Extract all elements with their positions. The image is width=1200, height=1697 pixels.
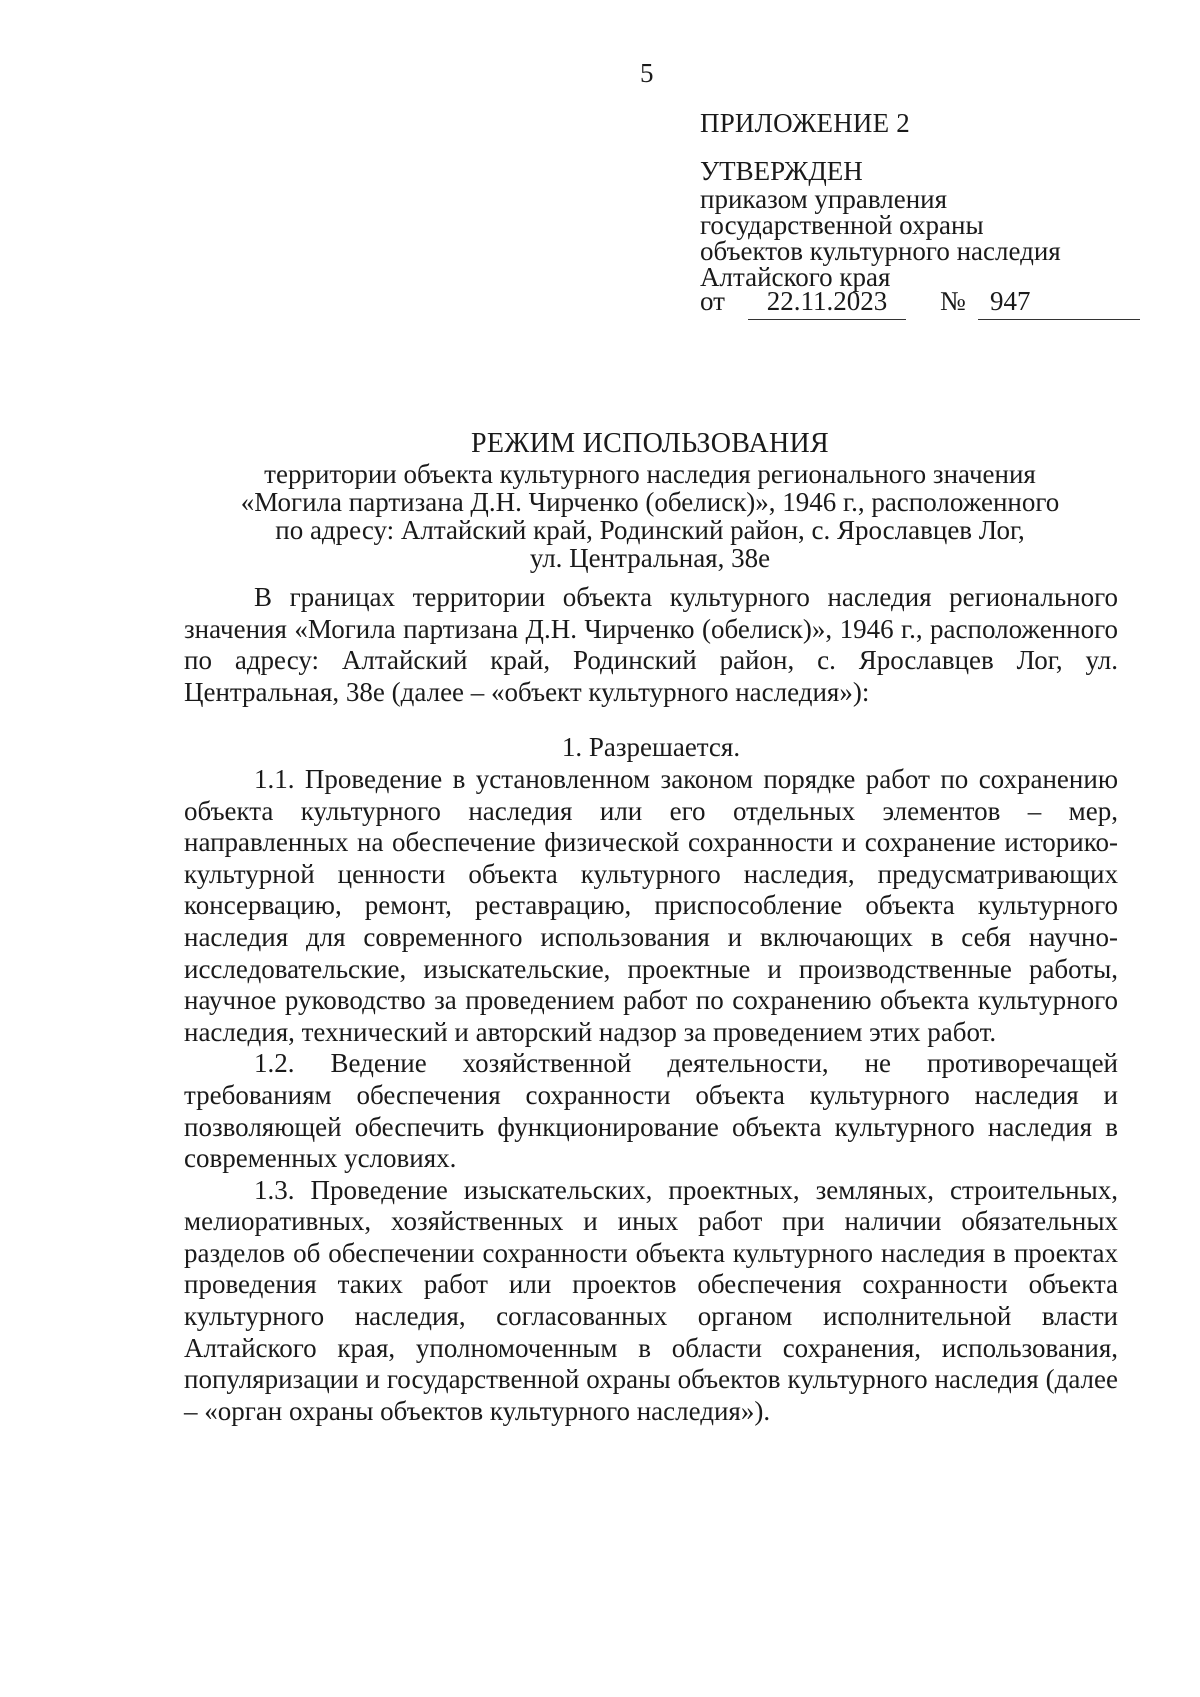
approval-line: объектов культурного наследия: [700, 236, 1061, 266]
title-line: территории объекта культурного наследия регионального значения: [264, 459, 1036, 489]
approval-title: УТВЕРЖДЕН: [700, 156, 863, 186]
section-heading: 1. Разрешается.: [561, 732, 741, 763]
appendix-label: ПРИЛОЖЕНИЕ 2: [700, 108, 910, 138]
intro-paragraph: В границах территории объекта культурного наследия регионального значения «Могила партизана Д.Н. Чирченко (обелиск)», 1946 г., расположенного по адресу: Алтайский край, Родинский район, с. Ярославцев Лог, ул. Центральная, 38е (далее – «объект культурного наследия»):: [184, 582, 1118, 707]
document-title: [180, 428, 1120, 572]
page-number: 5: [640, 58, 654, 88]
title-line: по адресу: Алтайский край, Родинский район, с. Ярославцев Лог,: [275, 515, 1025, 545]
document-body: [184, 582, 1118, 1427]
approval-line: Алтайского края: [700, 262, 891, 292]
order-number: 947: [978, 286, 1140, 320]
title-line: ул. Центральная, 38е: [529, 543, 771, 573]
section-item: 1.3. Проведение изыскательских, проектных, земляных, строительных, мелиоративных, хозяйственных и иных работ при наличии обязательных разделов об обеспечении сохранности объекта культурного наследия в проектах проведения таких работ или проектов обеспечения сохранности объекта культурного наследия, согласованных органом исполнительной власти Алтайского края, уполномоченным в области сохранения, использования, популяризации и государственной охраны объектов культурного наследия (далее – «орган охраны объектов культурного наследия»).: [184, 1174, 1118, 1426]
title-main: РЕЖИМ ИСПОЛЬЗОВАНИЯ: [470, 428, 830, 459]
title-line: «Могила партизана Д.Н. Чирченко (обелиск)», 1946 г., расположенного: [240, 487, 1060, 517]
section-item: 1.1. Проведение в установленном законом порядке работ по сохранению объекта культурного наследия или его отдельных элементов – мер, направленных на обеспечение физической сохранности и сохранение историко-культурной ценности объекта культурного наследия, предусматривающих консервацию, ремонт, реставрацию, приспособление объекта культурного наследия для современного использования и включающих в себя научно-исследовательские, изыскательские, проектные и производственные работы, научное руководство за проведением работ по сохранению объекта культурного наследия, технический и авторский надзор за проведением этих работ.: [184, 763, 1118, 1047]
section-item: 1.2. Ведение хозяйственной деятельности, не противоречащей требованиям обеспечения сохранности объекта культурного наследия и позволяющей обеспечить функционирование объекта культурного наследия в современных условиях.: [184, 1048, 1118, 1174]
approval-line: государственной охраны: [700, 210, 984, 240]
order-number-sign: №: [940, 286, 966, 316]
approval-line: приказом управления: [700, 184, 948, 214]
order-date: 22.11.2023: [748, 286, 906, 320]
order-reference: [700, 286, 1140, 322]
approval-block: [700, 156, 1140, 290]
order-from-label: от: [700, 286, 725, 316]
